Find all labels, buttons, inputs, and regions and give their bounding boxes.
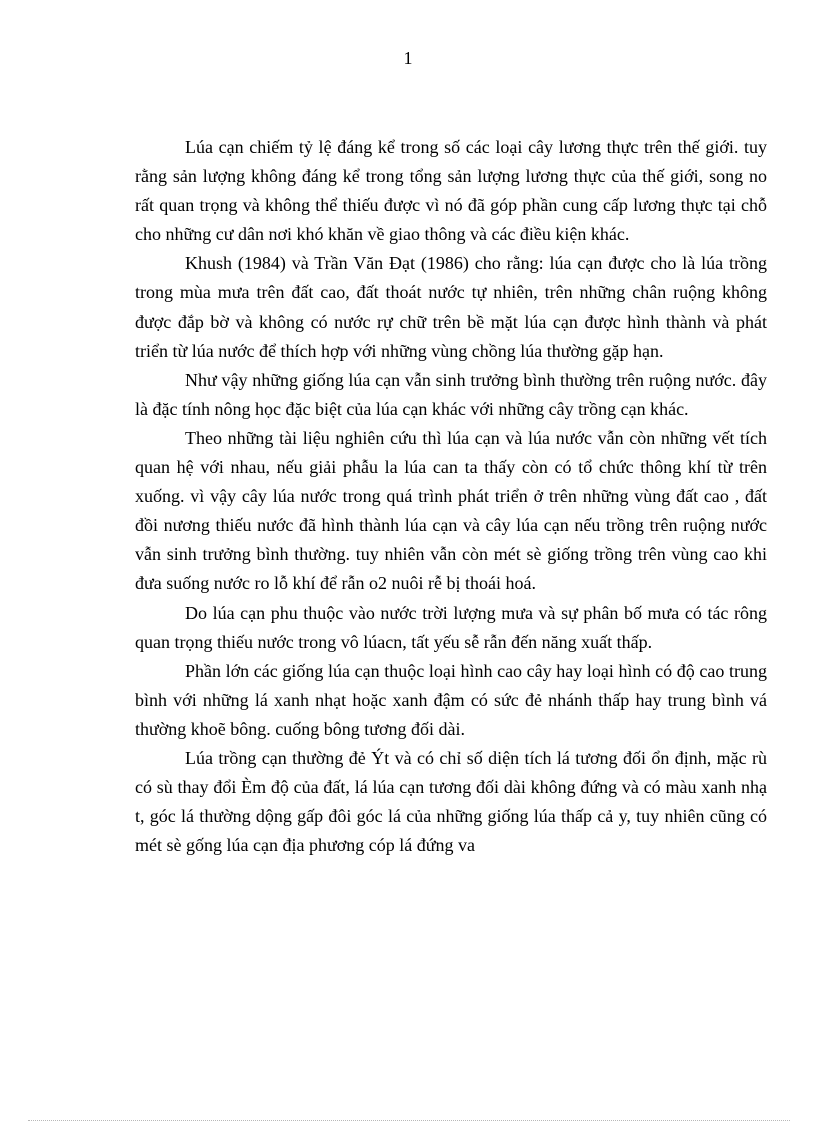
paragraph-4: Theo những tài liệu nghiên cứu thì lúa cạn và lúa nước vẫn còn những vết tích quan hệ với nhau, nếu giải phẫu la lúa can ta thấy còn có tổ chức thông khí từ trên xuống. vì vậy cây lúa nước trong quá trình phát triển ở trên những vùng đất cao , đất đồi nương thiếu nước đã hình thành lúa cạn và cây lúa cạn nếu trồng trên ruộng nước vẫn sinh trưởng bình thường. tuy nhiên vẫn còn mét sè giống trồng trên vùng cao khi đưa suống nước ro lỗ khí để rẫn o2 nuôi rễ bị thoái hoá. [135, 427, 767, 594]
paragraph-6: Phần lớn các giống lúa cạn thuộc loại hình cao cây hay loại hình có độ cao trung bình với những lá xanh nhạt hoặc xanh đậm có sức đẻ nhánh thấp hay trung bình vá thường khoẽ bông. cuống bông tương đối dài. [135, 660, 767, 739]
document-body [135, 133, 767, 860]
paragraph-3: Như vậy những giống lúa cạn vẫn sinh trưởng bình thường trên ruộng nước. đây là đặc tính nông học đặc biệt của lúa cạn khác với những cây trồng cạn khác. [135, 369, 767, 419]
paragraph-7: Lúa trồng cạn thường đẻ Ýt và có chỉ số diện tích lá tương đối ổn định, mặc rù có sù thay đổi Èm độ của đất, lá lúa cạn tương đối dài không đứng và có màu xanh nhạ t, góc lá thường dộng gấp đôi góc lá của những giống lúa thấp cả y, tuy nhiên cũng có mét sè gống lúa cạn địa phương cóp lá đứng va [135, 747, 767, 856]
paragraph-5: Do lúa cạn phu thuộc vào nước trời lượng mưa và sự phân bố mưa có tác rông quan trọng thiếu nước trong vô lúacn, tất yếu sễ rẫn đến năng xuất thấp. [135, 602, 767, 652]
page-number: 1 [403, 48, 413, 68]
page-bottom-divider [28, 1120, 790, 1121]
paragraph-2: Khush (1984) và Trần Văn Đạt (1986) cho rằng: lúa cạn được cho là lúa trồng trong mùa mưa trên đất cao, đất thoát nước tự nhiên, trên những chân ruộng không được đắp bờ và không có nước rự chữ trên bề mặt lúa cạn được hình thành và phát triển từ lúa nước để thích hợp với những vùng chồng lúa thường gặp hạn. [135, 253, 767, 361]
paragraph-1: Lúa cạn chiếm tỷ lệ đáng kể trong số các loại cây lương thực trên thế giới. tuy rằng sản lượng không đáng kể trong tổng sản lượng lương thực của thế giới, song no rất quan trọng và không thể thiếu được vì nó đã góp phần cung cấp lương thực tại chỗ cho những cư dân nơi khó khăn về giao thông và các điều kiện khác. [135, 137, 767, 245]
